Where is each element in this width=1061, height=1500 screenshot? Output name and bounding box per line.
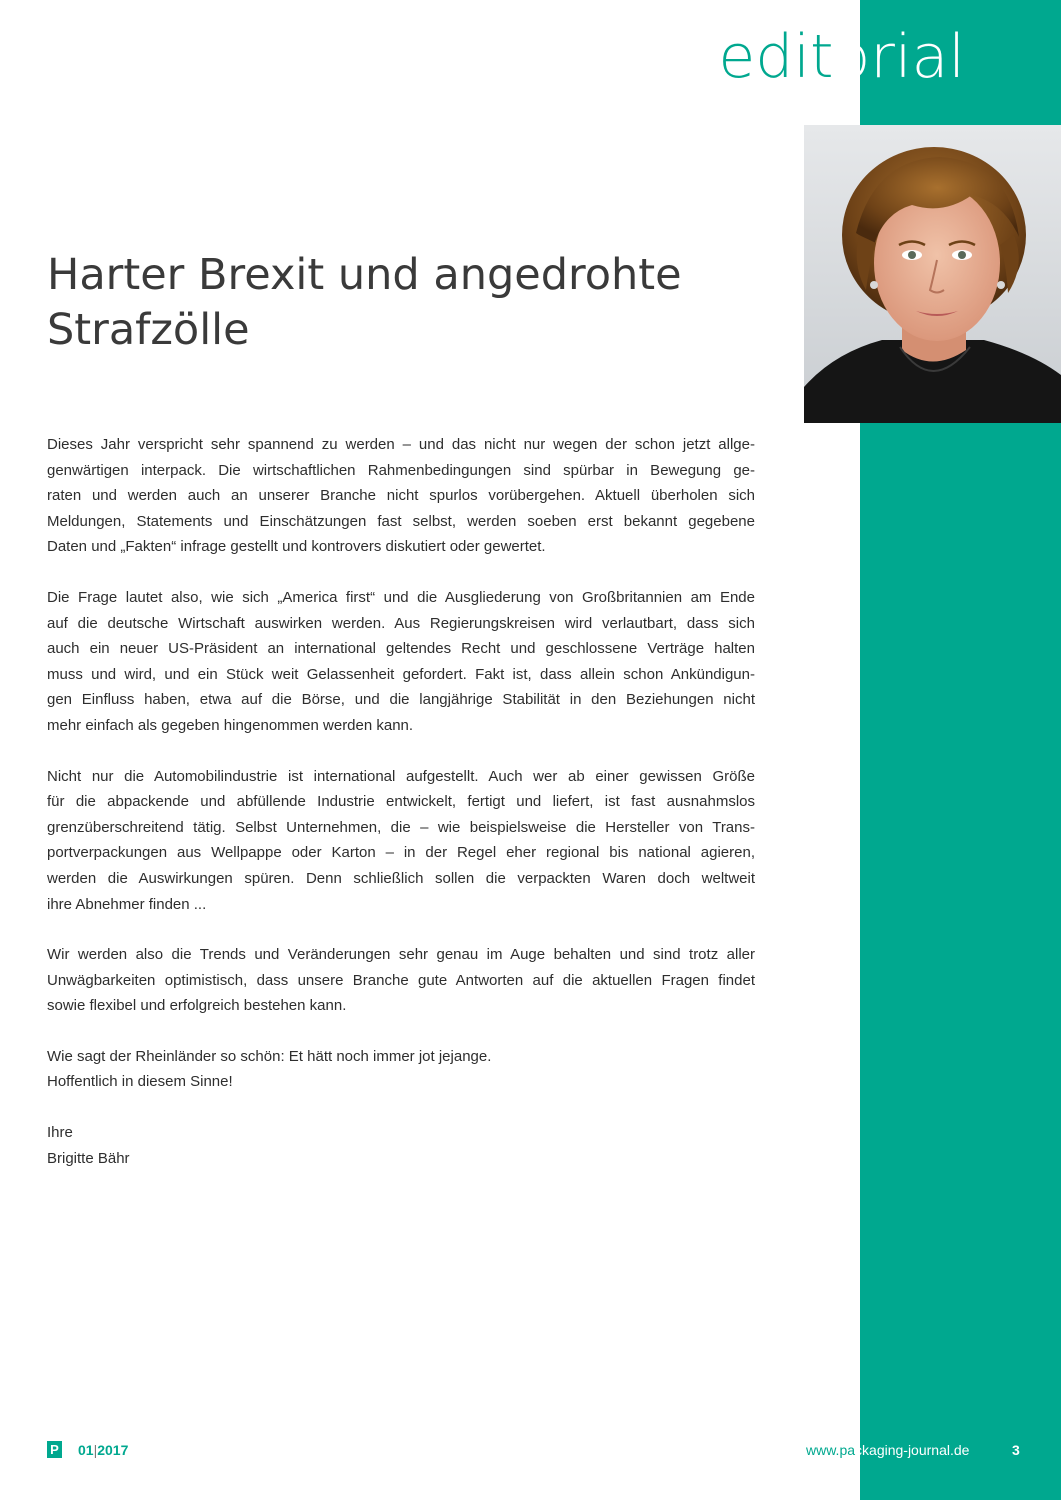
section-label-part2: orial xyxy=(833,22,965,92)
text-line: Daten und „Fakten“ infrage gestellt und kontrovers diskutiert oder gewertet. xyxy=(47,538,546,556)
text-line: auf die deutsche Wirtschaft auswirken werden. Aus Regierungskreisen wird verlautbart, dass sich xyxy=(47,614,755,632)
author-name: Brigitte Bähr xyxy=(47,1149,130,1167)
issue-number-value: 01 xyxy=(78,1442,94,1458)
text-line: Nicht nur die Automobilindustrie ist international aufgestellt. Auch wer ab einer gewissen Größe xyxy=(47,767,755,785)
issue-separator: | xyxy=(93,1442,98,1458)
signature xyxy=(47,1120,755,1171)
paragraph xyxy=(47,1044,755,1095)
text-line: werden die Auswirkungen spüren. Denn schließlich sollen die verpackten Waren doch weltweit xyxy=(47,869,755,887)
paragraph xyxy=(47,585,755,739)
paragraph xyxy=(47,432,755,560)
text-line: Meldungen, Statements und Einschätzungen fast selbst, werden soeben erst bekannt gegebene xyxy=(47,512,755,530)
issue-year: 2017 xyxy=(97,1442,129,1458)
text-line: Wir werden also die Trends und Veränderungen sehr genau im Auge behalten und sind trotz aller xyxy=(47,946,755,964)
author-portrait xyxy=(804,125,1061,423)
section-label-part1: edit xyxy=(718,22,834,92)
page-number: 3 xyxy=(1012,1442,1020,1458)
paragraph xyxy=(47,764,755,918)
text-line: Die Frage lautet also, wie sich „America first“ und die Ausgliederung von Großbritannien am Ende xyxy=(47,588,755,606)
text-line: grenzüberschreitend tätig. Selbst Unternehmen, die – wie beispielsweise die Hersteller von Trans- xyxy=(47,818,755,836)
text-line: Hoffentlich in diesem Sinne! xyxy=(47,1073,233,1091)
text-line: portverpackungen aus Wellpappe oder Karton – in der Regel eher regional bis national agieren, xyxy=(47,844,755,862)
paragraph xyxy=(47,942,755,1019)
website-part1: www.pa xyxy=(806,1442,856,1458)
text-line: ihre Abnehmer finden ... xyxy=(47,895,207,913)
article-headline xyxy=(47,248,767,358)
magazine-logo-icon: P xyxy=(47,1441,62,1458)
text-line: sowie flexibel und erfolgreich bestehen kann. xyxy=(47,997,347,1015)
section-label xyxy=(718,20,965,94)
text-line: genwärtigen interpack. Die wirtschaftlichen Rahmenbedingungen sind spürbar in Bewegung ge- xyxy=(47,461,755,479)
text-line: gen Einfluss haben, etwa auf die Börse, und die langjährige Stabilität in den Beziehungen nicht xyxy=(47,691,755,709)
text-line: Unwägbarkeiten optimistisch, dass unsere Branche gute Antworten auf die aktuellen Fragen findet xyxy=(47,971,755,989)
text-line: für die abpackende und abfüllende Industrie entwickelt, fertigt und liefert, ist fast ausnahmslos xyxy=(47,793,755,811)
website-link[interactable] xyxy=(806,1441,969,1459)
text-line: mehr einfach als gegeben hingenommen werden kann. xyxy=(47,716,414,734)
portrait-illustration xyxy=(804,125,1061,423)
website-part2: ckaging-journal.de xyxy=(855,1442,970,1458)
issue-number xyxy=(78,1441,128,1459)
text-line: Wie sagt der Rheinländer so schön: Et hätt noch immer jot jejange. xyxy=(47,1047,492,1065)
text-line: raten und werden auch an unserer Branche nicht spurlos vorübergehen. Aktuell überholen sich xyxy=(47,487,755,505)
text-line: auch ein neuer US-Präsident an international geltendes Recht und geschlossene Verträge halten xyxy=(47,640,755,658)
article-body xyxy=(47,432,755,1196)
headline-line: Strafzölle xyxy=(47,305,250,355)
headline-line: Harter Brexit und angedrohte xyxy=(47,250,682,300)
text-line: Ihre xyxy=(47,1124,73,1142)
text-line: muss und wird, und ein Stück weit Gelassenheit gefordert. Fakt ist, dass allein schon Ankündigun- xyxy=(47,665,755,683)
text-line: Dieses Jahr verspricht sehr spannend zu werden – und das nicht nur wegen der schon jetzt allge- xyxy=(47,436,755,453)
